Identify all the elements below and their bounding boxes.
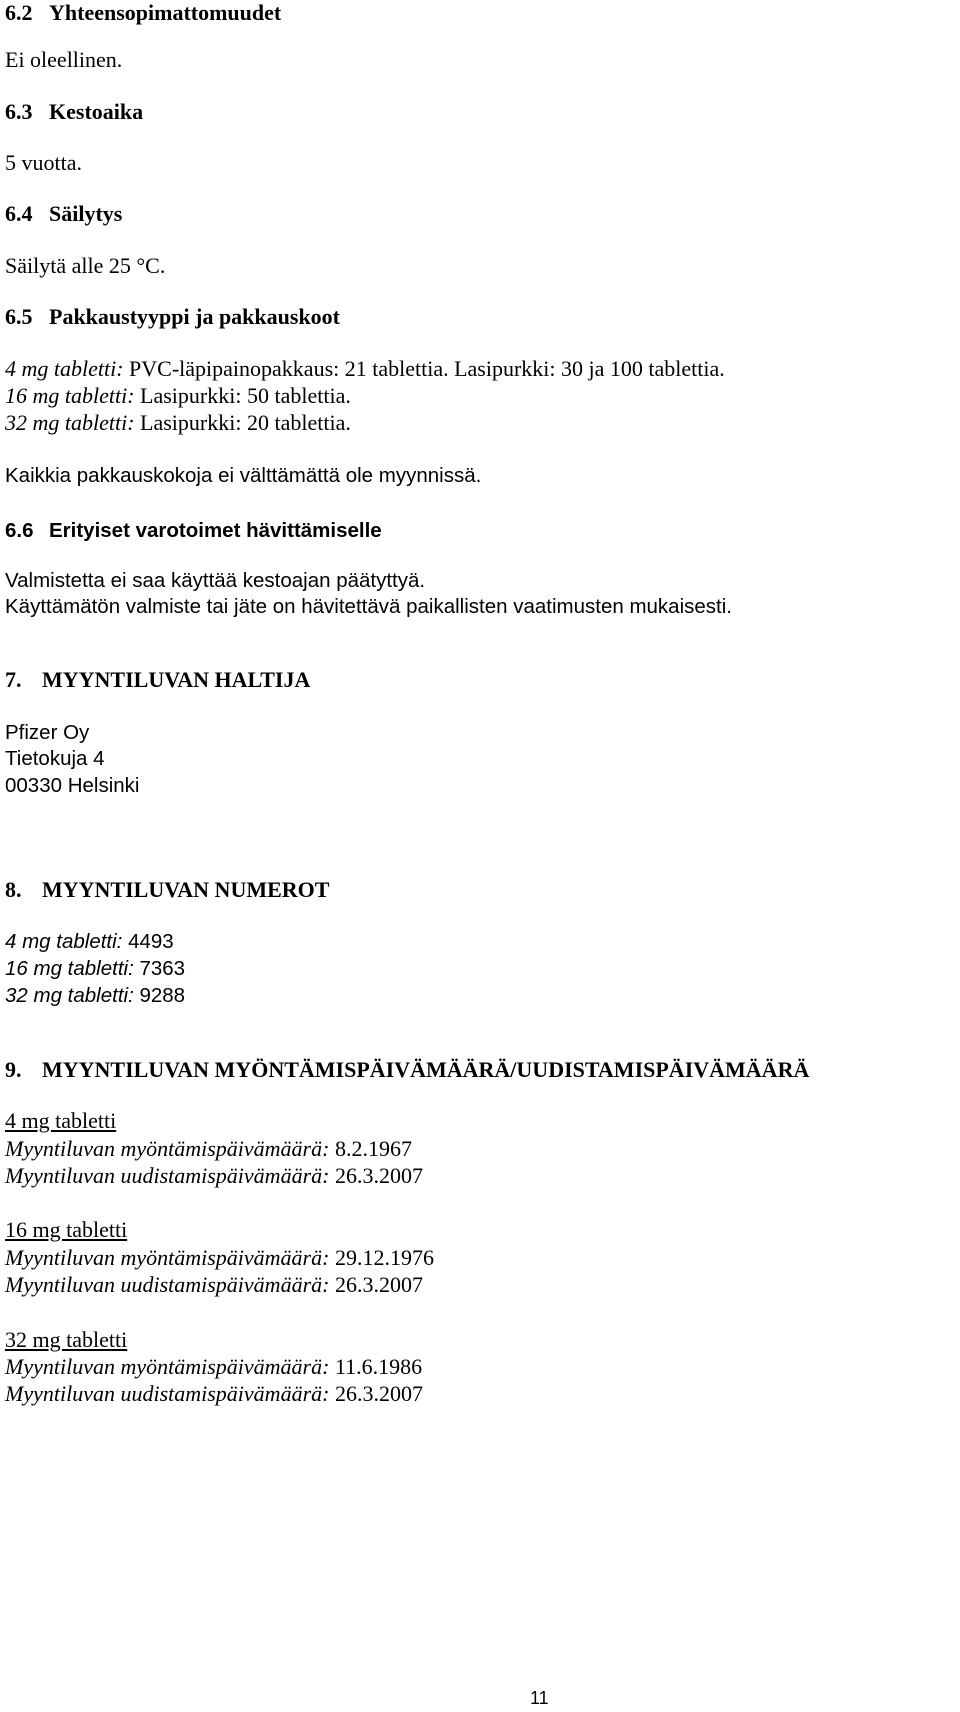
heading-6-6: 6.6 Erityiset varotoimet hävittämiselle <box>5 519 382 542</box>
number-4mg: 4 mg tabletti: 4493 <box>5 930 174 953</box>
pack-line-32mg: 32 mg tabletti: Lasipurkki: 20 tablettia. <box>5 410 351 435</box>
pack-note: Kaikkia pakkauskokoja ei välttämättä ole myynnissä. <box>5 464 482 487</box>
date-32mg-renew: Myyntiluvan uudistamispäivämäärä: 26.3.2007 <box>5 1381 423 1406</box>
pack-line-4mg: 4 mg tabletti: PVC-läpipainopakkaus: 21 tablettia. Lasipurkki: 30 ja 100 tablettia. <box>5 356 725 381</box>
date-group-16mg-heading: 16 mg tabletti <box>5 1217 128 1242</box>
heading-6-3: 6.3 Kestoaika <box>5 99 144 124</box>
heading-9: 9. MYYNTILUVAN MYÖNTÄMISPÄIVÄMÄÄRÄ/UUDISTAMISPÄIVÄMÄÄRÄ <box>5 1057 810 1082</box>
pack-line-16mg: 16 mg tabletti: Lasipurkki: 50 tablettia. <box>5 383 351 408</box>
disposal-line-2: Käyttämätön valmiste tai jäte on hävitettävä paikallisten vaatimusten mukaisesti. <box>5 595 732 618</box>
text-6-4: Säilytä alle 25 °C. <box>5 253 166 278</box>
heading-6-2: 6.2 Yhteensopimattomuudet <box>5 0 282 25</box>
number-16mg: 16 mg tabletti: 7363 <box>5 957 186 980</box>
holder-name: Pfizer Oy <box>5 721 90 744</box>
text-6-2: Ei oleellinen. <box>5 47 123 72</box>
date-group-4mg-heading: 4 mg tabletti <box>5 1108 117 1133</box>
date-16mg-grant: Myyntiluvan myöntämispäivämäärä: 29.12.1976 <box>5 1245 434 1270</box>
date-4mg-grant: Myyntiluvan myöntämispäivämäärä: 8.2.1967 <box>5 1136 412 1161</box>
heading-6-5: 6.5 Pakkaustyyppi ja pakkauskoot <box>5 304 341 329</box>
page-number: 11 <box>530 1688 549 1708</box>
number-32mg: 32 mg tabletti: 9288 <box>5 984 186 1007</box>
disposal-line-1: Valmistetta ei saa käyttää kestoajan päätyttyä. <box>5 569 426 592</box>
date-16mg-renew: Myyntiluvan uudistamispäivämäärä: 26.3.2007 <box>5 1272 423 1297</box>
heading-8: 8. MYYNTILUVAN NUMEROT <box>5 877 330 902</box>
text-6-3: 5 vuotta. <box>5 150 82 175</box>
heading-7: 7. MYYNTILUVAN HALTIJA <box>5 667 311 692</box>
date-4mg-renew: Myyntiluvan uudistamispäivämäärä: 26.3.2007 <box>5 1163 423 1188</box>
date-group-32mg-heading: 32 mg tabletti <box>5 1327 128 1352</box>
date-32mg-grant: Myyntiluvan myöntämispäivämäärä: 11.6.1986 <box>5 1354 423 1379</box>
holder-city: 00330 Helsinki <box>5 774 140 797</box>
holder-street: Tietokuja 4 <box>5 747 105 770</box>
heading-6-4: 6.4 Säilytys <box>5 201 123 226</box>
